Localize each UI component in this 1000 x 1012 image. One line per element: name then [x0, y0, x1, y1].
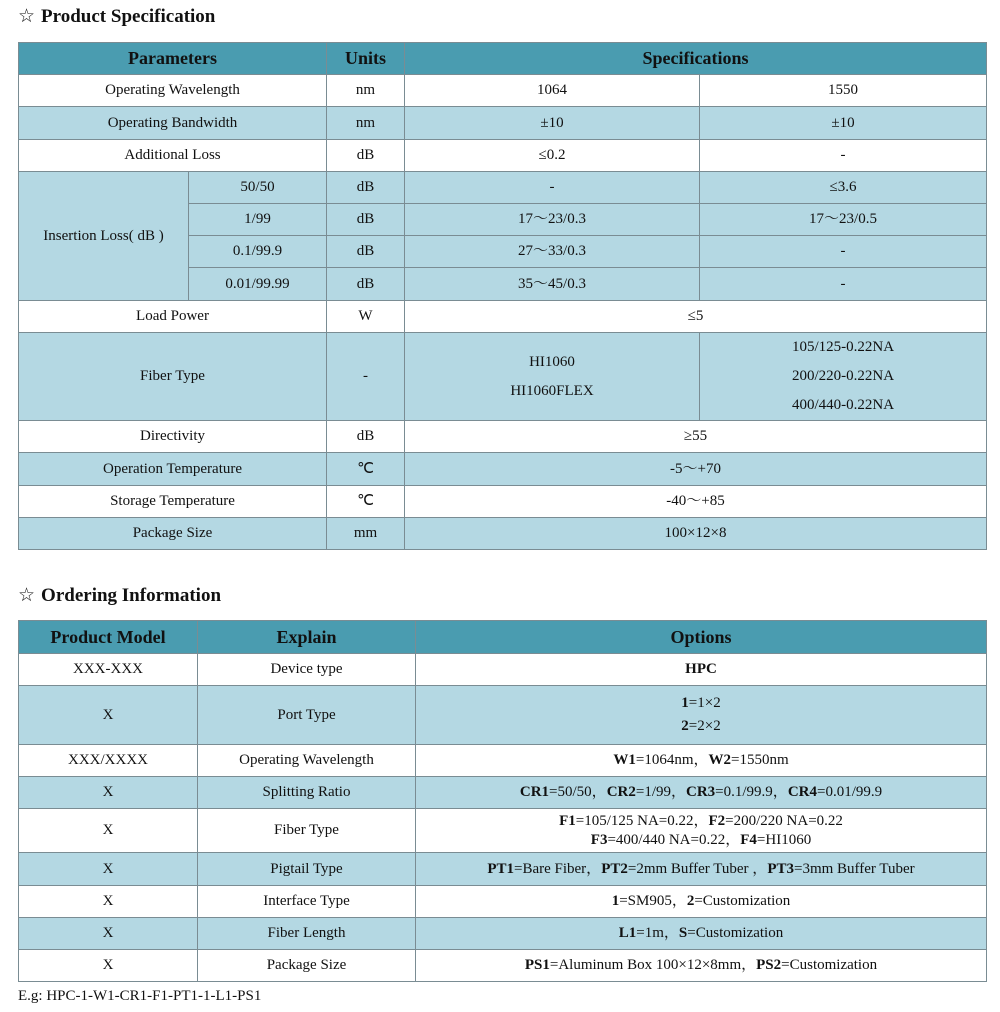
explain-cell: Fiber Type: [198, 809, 416, 853]
value-cell: ≤3.6: [700, 172, 987, 204]
unit-cell: nm: [327, 75, 405, 107]
example-code: E.g: HPC-1-W1-CR1-F1-PT1-1-L1-PS1: [18, 988, 262, 1004]
header-units: Units: [327, 43, 405, 75]
explain-cell: Splitting Ratio: [198, 777, 416, 809]
unit-cell: dB: [327, 172, 405, 204]
param-cell: Package Size: [19, 518, 327, 550]
option-code: F4: [740, 831, 757, 848]
spec-section-title: [18, 5, 215, 28]
option-line: [420, 831, 982, 850]
model-cell: X: [19, 853, 198, 886]
unit-cell: dB: [327, 140, 405, 172]
option-code: CR1: [519, 784, 550, 800]
option-code: W2: [708, 752, 731, 768]
option-value: =Aluminum Box 100×12×8mm，: [549, 957, 757, 973]
option-value: =50/50，: [549, 784, 607, 800]
option-value: =3mm Buffer Tuber: [793, 860, 915, 877]
ratio-cell: 50/50: [189, 172, 327, 204]
ordering-section-title: [18, 584, 221, 607]
value-cell: [405, 333, 700, 421]
header-explain: Explain: [198, 621, 416, 654]
value-cell: ±10: [700, 107, 987, 140]
value-cell: 27～33/0.3: [405, 236, 700, 268]
value-cell: 35～45/0.3: [405, 268, 700, 301]
table-row: [19, 686, 987, 745]
table-row: [19, 853, 987, 886]
model-cell: X: [19, 777, 198, 809]
option-value: =Customization: [781, 957, 878, 973]
option-value: =0.01/99.9: [816, 784, 883, 800]
ordering-table: [18, 620, 987, 982]
value-cell: 100×12×8: [405, 518, 987, 550]
fiber-line: HI1060FLEX: [510, 382, 594, 399]
param-cell: Storage Temperature: [19, 486, 327, 518]
value-cell: -: [700, 140, 987, 172]
options-cell: [416, 809, 987, 853]
param-cell: Operating Wavelength: [19, 75, 327, 107]
table-row: [19, 745, 987, 777]
option-value: =200/220 NA=0.22: [725, 812, 843, 829]
value-cell: -5～+70: [405, 453, 987, 486]
option-code: F1: [559, 812, 576, 829]
options-cell: [416, 886, 987, 918]
unit-cell: dB: [327, 204, 405, 236]
option-value: =400/440 NA=0.22，: [607, 831, 741, 848]
table-row: [19, 301, 987, 333]
option-value: =2×2: [688, 718, 721, 734]
table-row: [19, 518, 987, 550]
table-row: [19, 809, 987, 853]
header-parameters: Parameters: [19, 43, 327, 75]
option-code: PS2: [756, 957, 782, 973]
option-value: =HI1060: [756, 831, 812, 848]
table-row: [19, 918, 987, 950]
model-cell: X: [19, 886, 198, 918]
option-code: F3: [590, 831, 608, 848]
fiber-line: HI1060: [529, 353, 575, 370]
fiber-line: 105/125-0.22NA: [791, 339, 895, 355]
options-cell: [416, 950, 987, 982]
header-specifications: Specifications: [405, 43, 987, 75]
unit-cell: ℃: [327, 486, 405, 518]
table-row: [19, 140, 987, 172]
option-line: [420, 812, 982, 831]
option-code: L1: [618, 925, 637, 941]
param-cell: Operating Bandwidth: [19, 107, 327, 140]
value-cell: 1064: [405, 75, 700, 107]
option-line: [420, 715, 982, 738]
value-cell: -: [700, 236, 987, 268]
model-cell: X: [19, 918, 198, 950]
explain-cell: Fiber Length: [198, 918, 416, 950]
value-cell: ≤5: [405, 301, 987, 333]
explain-cell: Interface Type: [198, 886, 416, 918]
value-cell: 1550: [700, 75, 987, 107]
explain-cell: Package Size: [198, 950, 416, 982]
value-cell: ≤0.2: [405, 140, 700, 172]
explain-cell: Port Type: [198, 686, 416, 745]
option-value: =105/125 NA=0.22，: [575, 812, 709, 829]
ratio-cell: 1/99: [189, 204, 327, 236]
explain-cell: Pigtail Type: [198, 853, 416, 886]
option-value: =Customization: [687, 925, 784, 941]
explain-cell: Device type: [198, 654, 416, 686]
value-cell: 17～23/0.5: [700, 204, 987, 236]
table-row: [19, 75, 987, 107]
option-code: 2: [686, 893, 695, 909]
value-cell: -: [700, 268, 987, 301]
fiber-line: 200/220-0.22NA: [791, 368, 895, 384]
options-cell: [416, 745, 987, 777]
option-value: =1m，: [636, 925, 679, 941]
option-value: =Bare Fiber，: [513, 860, 602, 877]
star-icon: ☆: [18, 585, 36, 606]
spec-title-text: Product Specification: [41, 6, 216, 27]
param-cell: Additional Loss: [19, 140, 327, 172]
table-row: [19, 333, 987, 421]
value-cell: ≥55: [405, 421, 987, 453]
unit-cell: ℃: [327, 453, 405, 486]
option-code: PT3: [767, 860, 794, 877]
option-code: CR3: [686, 784, 716, 800]
unit-cell: dB: [327, 268, 405, 301]
table-row: [19, 950, 987, 982]
option-value: =SM905，: [619, 893, 687, 909]
model-cell: X: [19, 809, 198, 853]
option-code: S: [678, 925, 688, 941]
param-cell: Load Power: [19, 301, 327, 333]
option-code: W1: [613, 752, 636, 768]
option-code: HPC: [685, 661, 717, 677]
model-cell: XXX-XXX: [19, 654, 198, 686]
option-code: 2: [681, 718, 689, 734]
value-cell: ±10: [405, 107, 700, 140]
param-cell: Insertion Loss( dB ): [19, 172, 189, 301]
value-cell: [700, 333, 987, 421]
unit-cell: dB: [327, 421, 405, 453]
option-code: PS1: [524, 957, 550, 973]
model-cell: XXX/XXXX: [19, 745, 198, 777]
table-row: [19, 107, 987, 140]
table-row: [19, 453, 987, 486]
table-row: [19, 172, 987, 204]
option-value: =1/99，: [635, 784, 686, 800]
option-code: 1: [681, 695, 689, 711]
option-value: =1×2: [688, 695, 721, 711]
unit-cell: mm: [327, 518, 405, 550]
value-cell: -40～+85: [405, 486, 987, 518]
option-code: CR4: [787, 784, 817, 800]
table-row: [19, 486, 987, 518]
explain-cell: Operating Wavelength: [198, 745, 416, 777]
ordering-title-text: Ordering Information: [41, 585, 222, 606]
ratio-cell: 0.1/99.9: [189, 236, 327, 268]
param-cell: Fiber Type: [19, 333, 327, 421]
options-cell: [416, 853, 987, 886]
options-cell: [416, 777, 987, 809]
unit-cell: dB: [327, 236, 405, 268]
table-row: [19, 421, 987, 453]
unit-cell: -: [327, 333, 405, 421]
fiber-line: 400/440-0.22NA: [791, 397, 895, 413]
table-row: [19, 654, 987, 686]
option-code: F2: [708, 812, 726, 829]
header-options: Options: [416, 621, 987, 654]
value-cell: 17～23/0.3: [405, 204, 700, 236]
option-line: [420, 692, 982, 715]
option-value: =Customization: [694, 893, 791, 909]
ratio-cell: 0.01/99.99: [189, 268, 327, 301]
table-row: [19, 777, 987, 809]
spec-table: [18, 42, 987, 550]
option-value: =1064nm，: [635, 752, 709, 768]
param-cell: Directivity: [19, 421, 327, 453]
option-value: =2mm Buffer Tuber ，: [627, 860, 768, 877]
param-cell: Operation Temperature: [19, 453, 327, 486]
star-icon: ☆: [18, 6, 36, 27]
table-row: [19, 886, 987, 918]
header-product-model: Product Model: [19, 621, 198, 654]
option-code: CR2: [606, 784, 636, 800]
unit-cell: W: [327, 301, 405, 333]
model-cell: X: [19, 950, 198, 982]
model-cell: X: [19, 686, 198, 745]
options-cell: [416, 686, 987, 745]
options-cell: [416, 918, 987, 950]
value-cell: -: [405, 172, 700, 204]
unit-cell: nm: [327, 107, 405, 140]
option-code: PT2: [601, 860, 628, 877]
options-cell: [416, 654, 987, 686]
option-value: =1550nm: [731, 752, 789, 768]
option-code: 1: [611, 893, 620, 909]
option-code: PT1: [487, 860, 514, 877]
option-value: =0.1/99.9，: [715, 784, 788, 800]
